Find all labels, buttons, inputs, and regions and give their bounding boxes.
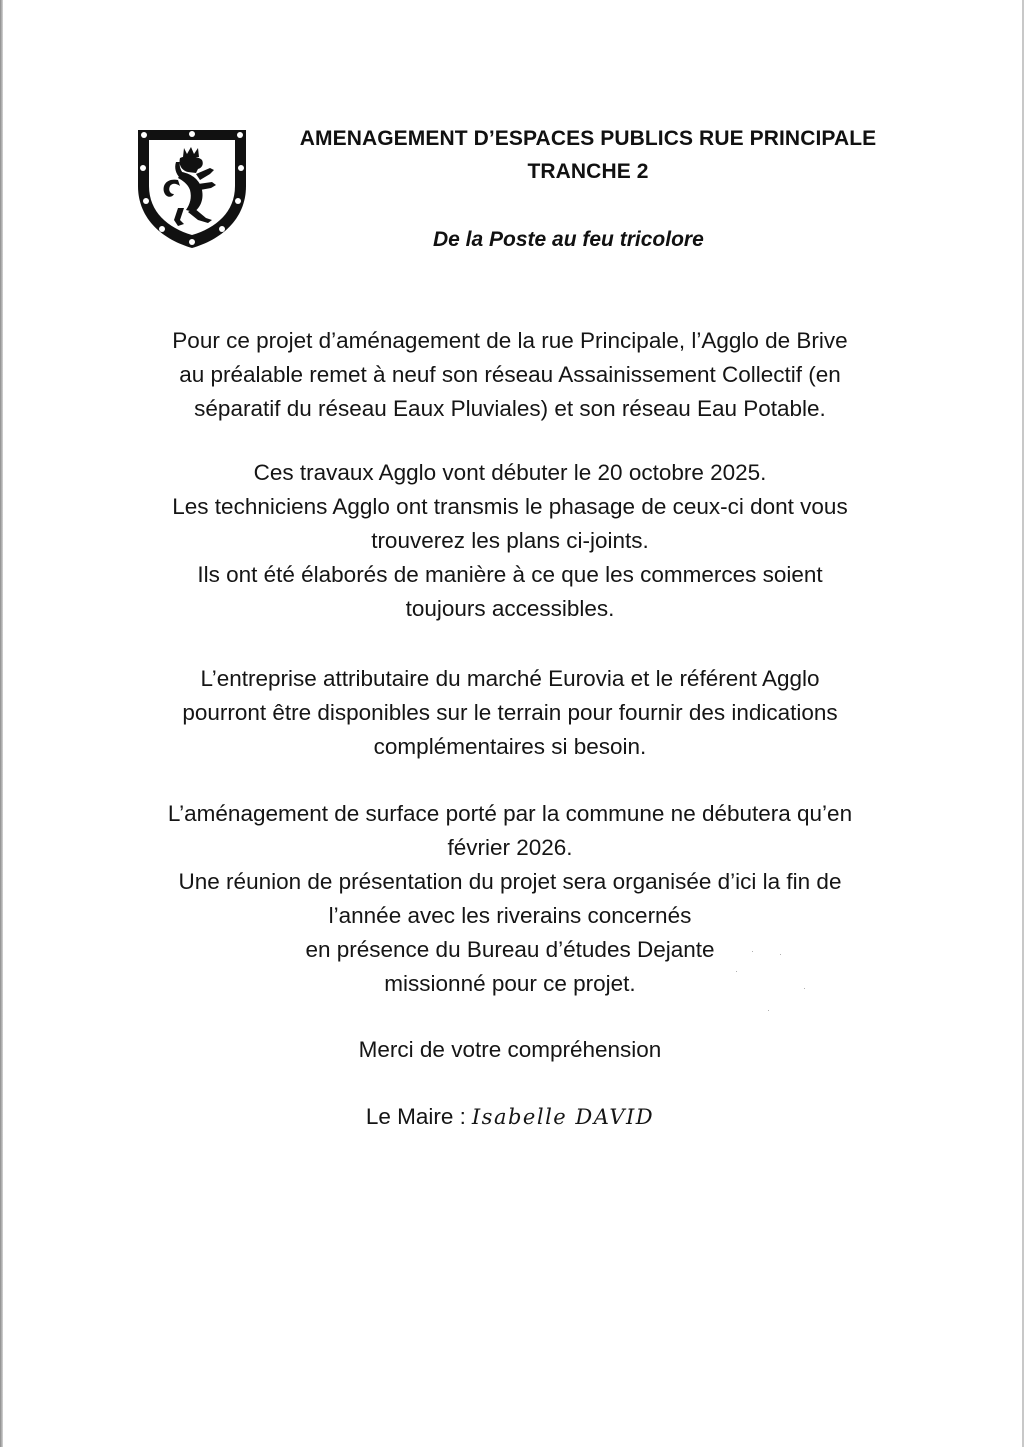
- text-line: février 2026.: [447, 835, 573, 860]
- coat-of-arms-icon: [136, 128, 248, 250]
- document-title: AMENAGEMENT D’ESPACES PUBLICS RUE PRINCIPALE: [299, 127, 877, 150]
- scan-edge-left: [0, 0, 3, 1447]
- text-line: pourront être disponibles sur le terrain pour fournir des indications: [182, 700, 838, 725]
- text-line: en présence du Bureau d’études Dejante: [305, 937, 715, 962]
- scan-speckle: [780, 954, 781, 955]
- text-line: Pour ce projet d’aménagement de la rue Principale, l’Agglo de Brive: [172, 328, 848, 353]
- scan-speckle: [752, 951, 753, 952]
- text-line: l’année avec les riverains concernés: [328, 903, 692, 928]
- text-line: Les techniciens Agglo ont transmis le phasage de ceux-ci dont vous: [172, 494, 848, 519]
- text-line: trouverez les plans ci-joints.: [371, 528, 649, 553]
- signature-label: Le Maire :: [365, 1104, 466, 1129]
- text-line: au préalable remet à neuf son réseau Assainissement Collectif (en: [179, 362, 841, 387]
- paragraph-network-works: [82, 324, 938, 426]
- text-line: missionné pour ce projet.: [384, 971, 636, 996]
- document-subtitle: De la Poste au feu tricolore: [433, 228, 704, 251]
- text-line: séparatif du réseau Eaux Pluviales) et son réseau Eau Potable.: [194, 396, 826, 421]
- signature-block: [82, 1100, 938, 1134]
- text-line: Une réunion de présentation du projet sera organisée d’ici la fin de: [178, 869, 842, 894]
- handwritten-signature: Isabelle DAVID: [471, 1105, 655, 1129]
- paragraph-schedule: [82, 456, 938, 626]
- scan-speckle: [804, 988, 805, 989]
- text-line: Ces travaux Agglo vont débuter le 20 octobre 2025.: [253, 460, 767, 485]
- scan-speckle: [736, 971, 737, 972]
- closing-line: Merci de votre compréhension: [358, 1037, 662, 1062]
- paragraph-surface-works: [82, 797, 938, 1001]
- text-line: complémentaires si besoin.: [373, 734, 647, 759]
- text-line: toujours accessibles.: [405, 596, 615, 621]
- text-line: Ils ont été élaborés de manière à ce que les commerces soient: [197, 562, 823, 587]
- text-line: L’entreprise attributaire du marché Eurovia et le référent Agglo: [200, 666, 820, 691]
- paragraph-contractor: [82, 662, 938, 764]
- scan-speckle: [768, 1010, 769, 1011]
- document-title-line-2: TRANCHE 2: [527, 160, 649, 183]
- text-line: L’aménagement de surface porté par la commune ne débutera qu’en: [167, 801, 853, 826]
